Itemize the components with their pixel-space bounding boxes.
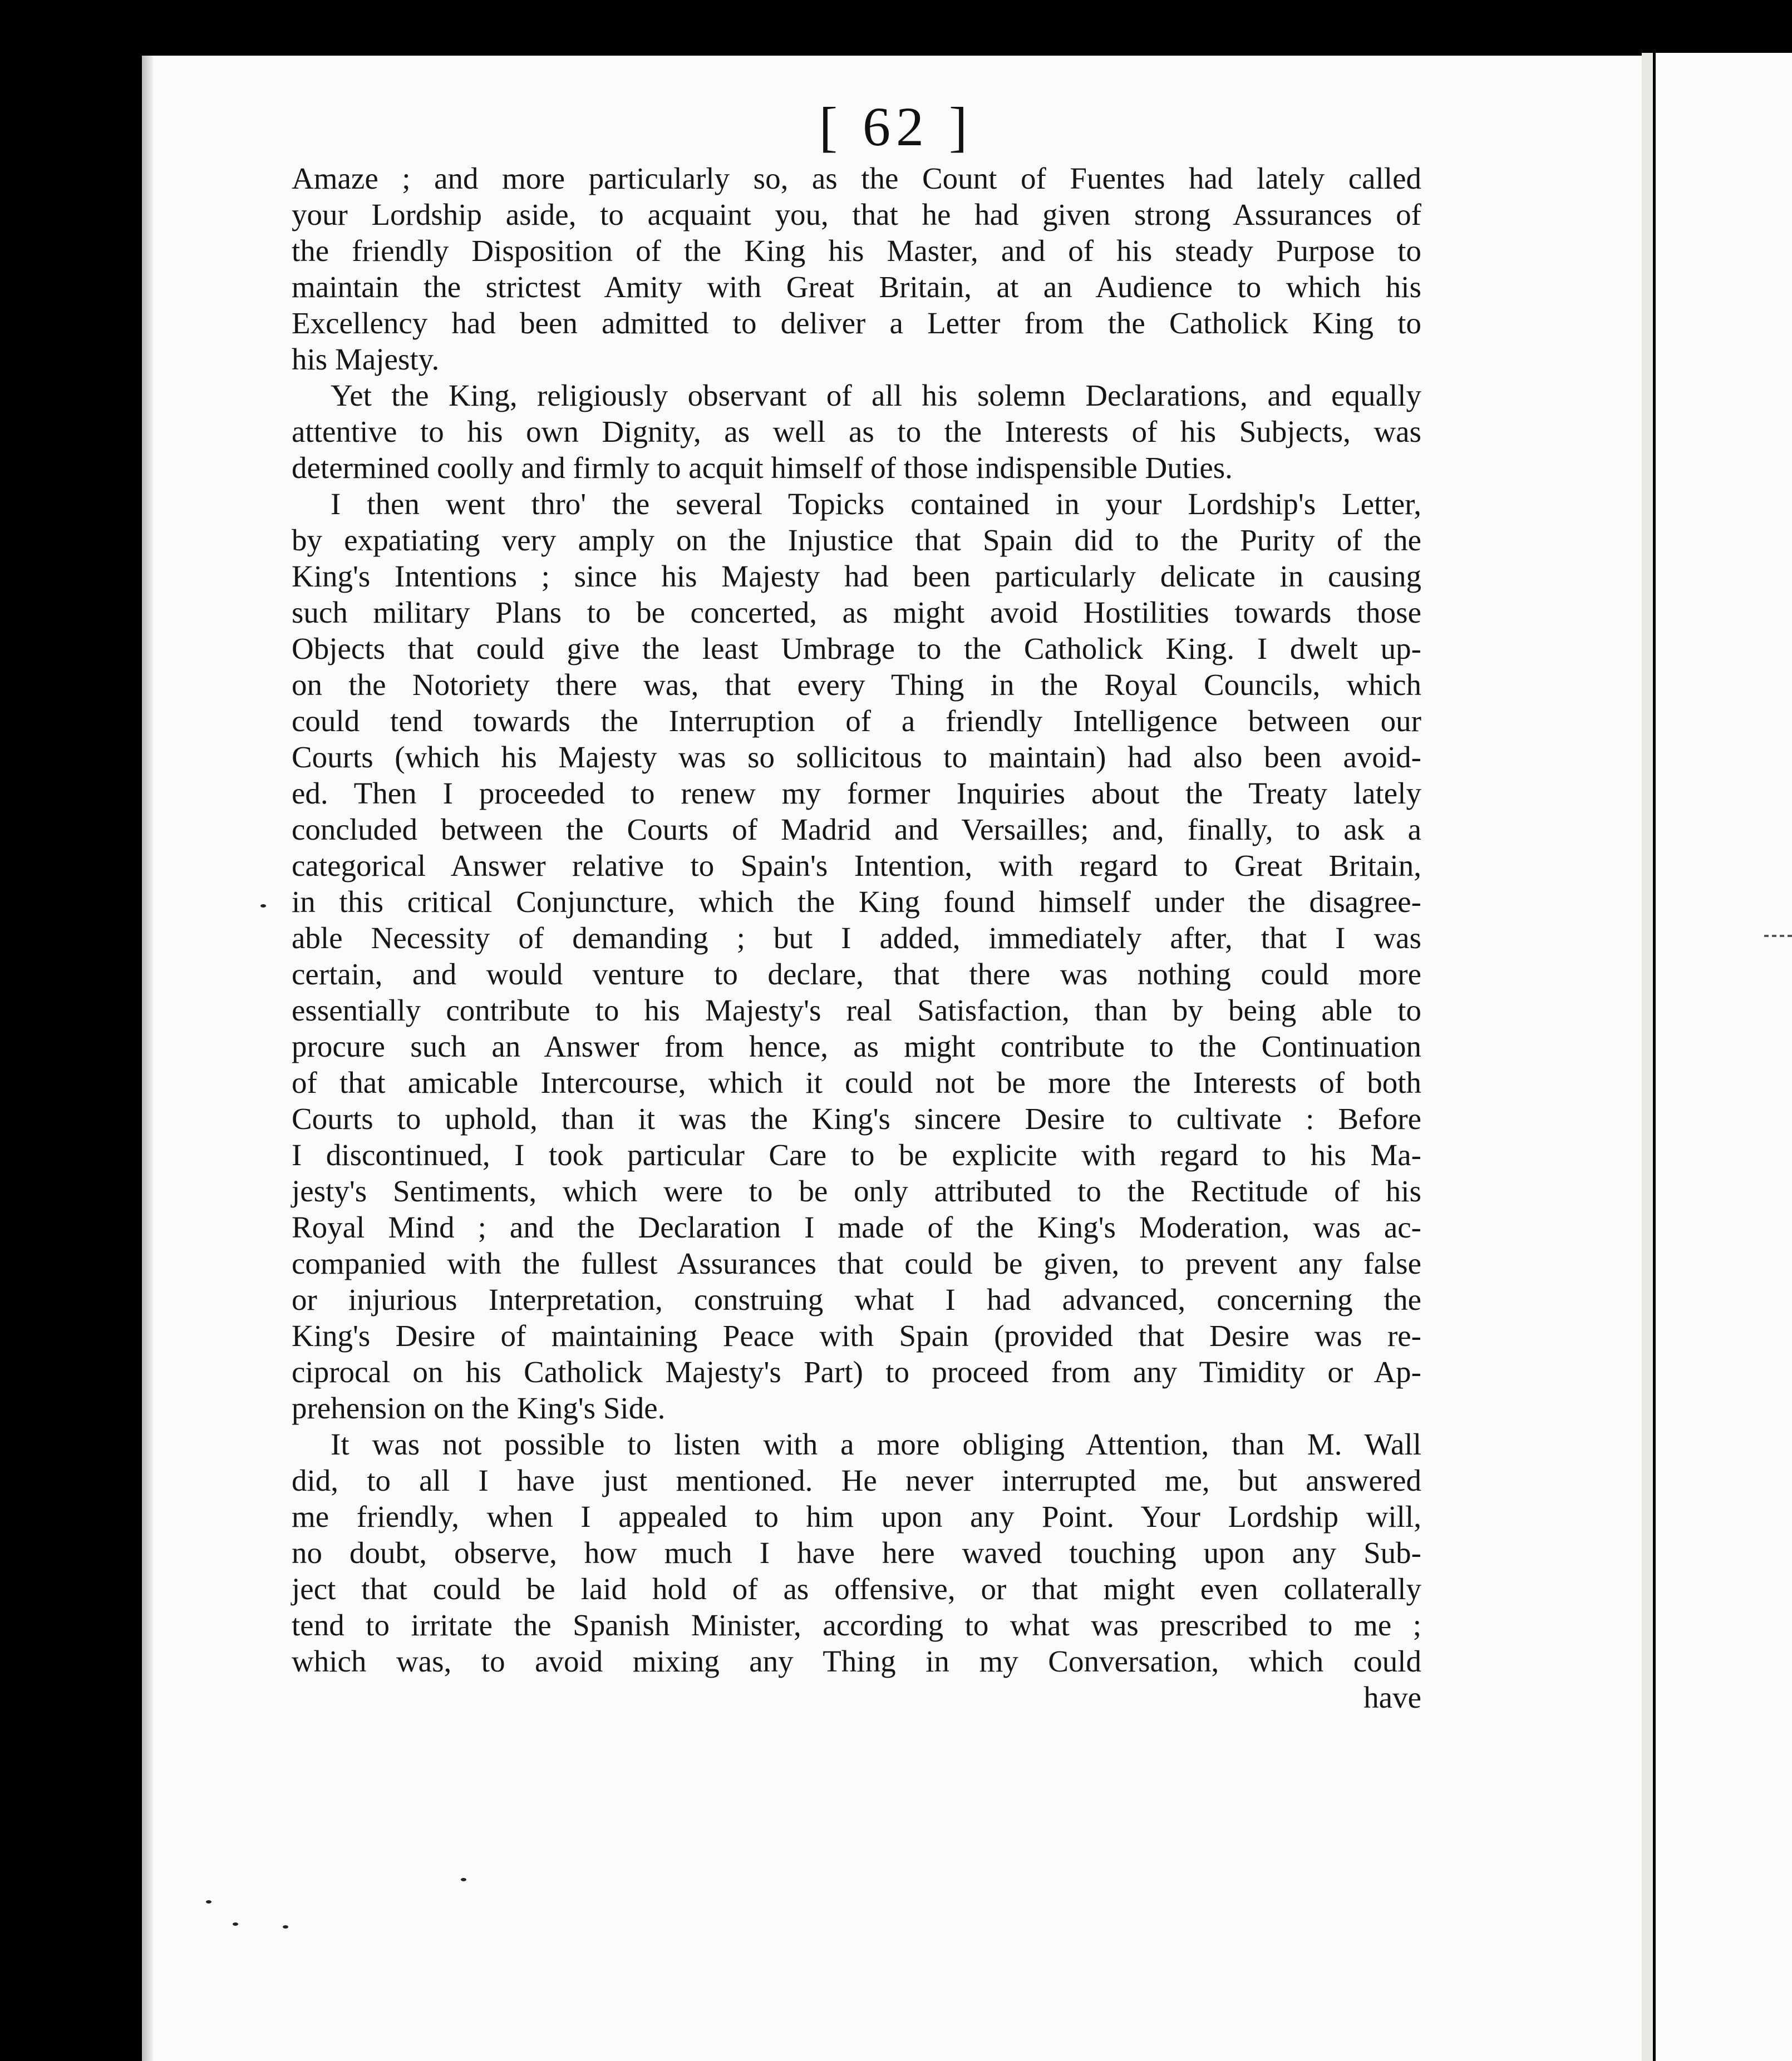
text-line: prehension on the King's Side. [292,1391,666,1425]
text-line: tend to irritate the Spanish Minister, according to what was prescribed to me ; [292,1608,1421,1642]
text-line: certain, and would venture to declare, that there was nothing could more [292,957,1421,991]
ink-speck [283,1925,288,1929]
text-line: ject that could be laid hold of as offensive, or that might even collaterally [292,1572,1421,1606]
text-line: Courts (which his Majesty was so sollicitous to maintain) had also been avoid- [292,740,1421,774]
text-line: me friendly, when I appealed to him upon any Point. Your Lordship will, [292,1500,1421,1534]
page-number: [ 62 ] [819,96,973,157]
text-line: determined coolly and firmly to acquit himself of those indispensible Duties. [292,451,1233,485]
text-line: his Majesty. [292,342,440,376]
text-line: your Lordship aside, to acquaint you, that he had given strong Assurances of [292,198,1421,231]
text-line: I discontinued, I took particular Care to be explicite with regard to his Ma- [292,1138,1421,1172]
text-line: It was not possible to listen with a more obliging Attention, than M. Wall [331,1427,1421,1461]
text-line: companied with the fullest Assurances that could be given, to prevent any false [292,1246,1421,1280]
text-line: concluded between the Courts of Madrid and Versailles; and, finally, to ask a [292,812,1421,846]
text-line: in this critical Conjuncture, which the King found himself under the disagree- [292,885,1421,919]
text-line: by expatiating very amply on the Injustice that Spain did to the Purity of the [292,523,1421,557]
text-line: jesty's Sentiments, which were to be only attributed to the Rectitude of his [292,1174,1421,1208]
text-line: no doubt, observe, how much I have here waved touching upon any Sub- [292,1536,1421,1570]
text-line: procure such an Answer from hence, as might contribute to the Continuation [292,1029,1421,1063]
text-line: ed. Then I proceeded to renew my former Inquiries about the Treaty lately [292,776,1421,810]
body-text [292,160,1421,1715]
text-line: I then went thro' the several Topicks contained in your Lordship's Letter, [331,487,1421,521]
text-line: King's Desire of maintaining Peace with Spain (provided that Desire was re- [292,1319,1421,1353]
text-line: ciprocal on his Catholick Majesty's Part) to proceed from any Timidity or Ap- [292,1355,1421,1389]
ink-speck [461,1878,466,1881]
page-gutter [142,56,153,2061]
ink-speck [233,1922,238,1926]
facing-page-mark [1764,935,1792,937]
text-line: Excellency had been admitted to deliver a Letter from the Catholick King to [292,306,1421,340]
text-line: Objects that could give the least Umbrage to the Catholick King. I dwelt up- [292,632,1421,665]
page-edge [1642,53,1653,2061]
text-line: able Necessity of demanding ; but I added, immediately after, that I was [292,921,1421,955]
catchword: have [1363,1680,1421,1714]
text-line: Yet the King, religiously observant of all his solemn Declarations, and equally [331,378,1421,412]
facing-page [1656,53,1792,2061]
ink-speck [206,1900,211,1904]
text-line: categorical Answer relative to Spain's Intention, with regard to Great Britain, [292,849,1421,882]
text-line: such military Plans to be concerted, as might avoid Hostilities towards those [292,595,1421,629]
text-line: King's Intentions ; since his Majesty had been particularly delicate in causing [292,559,1421,593]
text-line: did, to all I have just mentioned. He never interrupted me, but answered [292,1463,1421,1497]
text-line: of that amicable Intercourse, which it could not be more the Interests of both [292,1066,1421,1099]
text-line: or injurious Interpretation, construing what I had advanced, concerning the [292,1283,1421,1317]
text-line: Royal Mind ; and the Declaration I made of the King's Moderation, was ac- [292,1210,1421,1244]
text-line: on the Notoriety there was, that every Thing in the Royal Councils, which [292,668,1421,702]
text-line: Courts to uphold, than it was the King's sincere Desire to cultivate : Before [292,1102,1421,1136]
text-line: maintain the strictest Amity with Great Britain, at an Audience to which his [292,270,1421,304]
text-line: the friendly Disposition of the King his Master, and of his steady Purpose to [292,234,1421,268]
text-line: essentially contribute to his Majesty's real Satisfaction, than by being able to [292,993,1421,1027]
text-line: which was, to avoid mixing any Thing in my Conversation, which could [292,1644,1421,1678]
text-line: could tend towards the Interruption of a friendly Intelligence between our [292,704,1421,738]
text-line: Amaze ; and more particularly so, as the Count of Fuentes had lately called [292,161,1421,195]
text-line: attentive to his own Dignity, as well as to the Interests of his Subjects, was [292,415,1421,448]
ink-speck [260,904,266,908]
